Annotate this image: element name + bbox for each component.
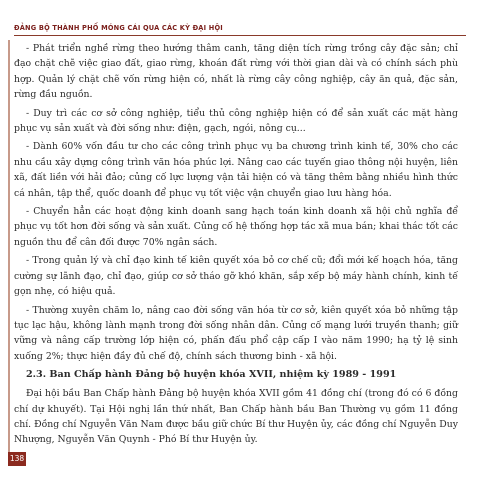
body-paragraph: - Duy trì các cơ sở công nghiệp, tiểu thủ công nghiệp hiện có để sản xuất các mặt hàng phục vụ sản xuất và đời sống như: điện, gạch, ngói, nông cụ... bbox=[14, 107, 458, 135]
section-heading: 2.3. Ban Chấp hành Đảng bộ huyện khóa XVII, nhiệm kỳ 1989 - 1991 bbox=[26, 369, 397, 381]
running-header-title: ĐẢNG BỘ THÀNH PHỐ MÓNG CÁI QUA CÁC KỲ ĐẠI HỘI bbox=[14, 24, 223, 32]
page-number-badge: 138 bbox=[8, 452, 26, 466]
body-paragraph: Đại hội bầu Ban Chấp hành Đảng bộ huyện khóa XVII gồm 41 đồng chí (trong đó có 6 đồng chí dự khuyết). Tại Hội nghị lần thứ nhất, Ban Chấp hành bầu Ban Thường vụ gồm 11 đồng chí. Đồng chí Nguyễn Văn Nam được bầu giữ chức Bí thư Huyện ủy, các đồng chí Nguyễn Duy Nhượng, Nguyễn Văn Quynh - Phó Bí thư Huyện ủy. bbox=[14, 388, 458, 446]
page-body bbox=[14, 41, 458, 451]
body-paragraph: - Chuyển hẳn các hoạt động kinh doanh sang hạch toán kinh doanh xã hội chủ nghĩa để phục vụ tốt hơn đời sống và sản xuất. Củng cố hệ thống hợp tác xã mua bán; khai thác tốt các nguồn thu để cân đối được 70% ngân sách. bbox=[14, 206, 458, 248]
body-paragraph: - Phát triển nghề rừng theo hướng thâm canh, tăng diện tích rừng trồng cây đặc sản; chỉ đạo chặt chẽ việc giao đất, giao rừng, khoán đất rừng với thời gian dài và có chính sách phù hợp. Quản lý chặt chẽ vốn rừng hiện có, nhất là rừng cây công nghiệp, cây ăn quả, đặc sản, rừng đầu nguồn. bbox=[14, 43, 458, 101]
body-paragraph: - Dành 60% vốn đầu tư cho các công trình phục vụ ba chương trình kinh tế, 30% cho các nhu cầu xây dựng công trình văn hóa phúc lợi. Nâng cao các tuyến giao thông nội huyện, liên xã, đất liền với hải đảo; củng cố lực lượng vận tải hiện có và tăng thêm bằng nhiều hình thức cá nhân, tập thể, quốc doanh để phục vụ tốt việc vận chuyển giao lưu hàng hóa. bbox=[14, 141, 458, 199]
margin-rule bbox=[8, 40, 10, 452]
header-divider bbox=[14, 35, 466, 36]
body-paragraph: - Thường xuyên chăm lo, nâng cao đời sống văn hóa từ cơ sở, kiên quyết xóa bỏ những tập tục lạc hậu, không lành mạnh trong đời sống nhân dân. Củng cố mạng lưới truyền thanh; giữ vững và nâng cấp trường lớp hiện có, phấn đấu phổ cập cấp I vào năm 1990; hạ tỷ lệ sinh xuống 2%; thực hiện đầy đủ chế độ, chính sách thương binh - xã hội. bbox=[14, 304, 458, 362]
running-header bbox=[0, 0, 480, 40]
body-paragraph: - Trong quản lý và chỉ đạo kinh tế kiên quyết xóa bỏ cơ chế cũ; đổi mới kế hoạch hóa, tăng cường sự lãnh đạo, chỉ đạo, giúp cơ sở tháo gỡ khó khăn, sắp xếp bộ máy hành chính, kinh tế gọn nhẹ, có hiệu quả. bbox=[14, 255, 458, 298]
